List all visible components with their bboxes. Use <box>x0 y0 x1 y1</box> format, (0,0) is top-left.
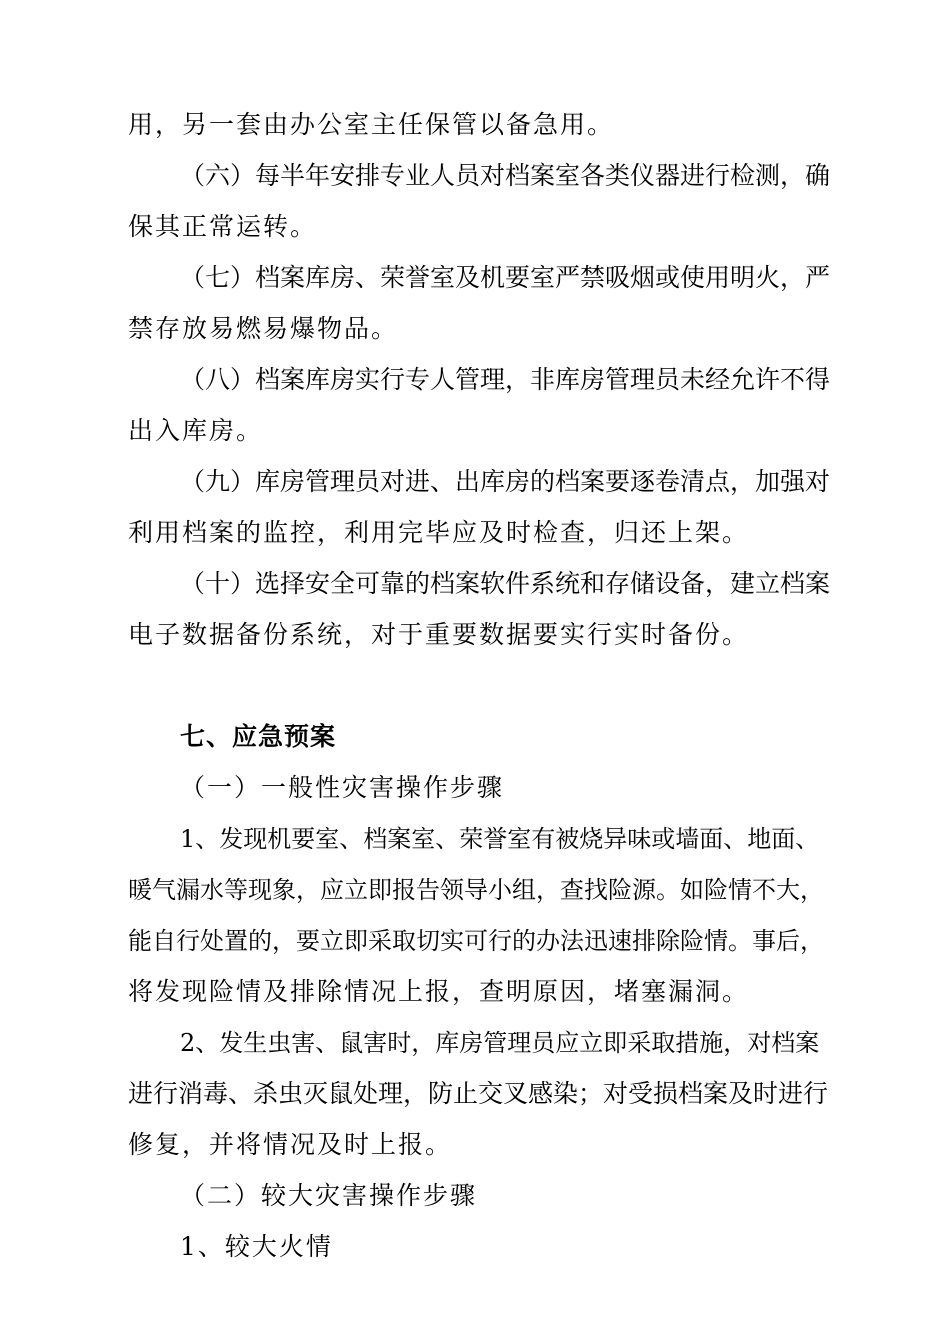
list-item: 1、较大火情 <box>180 1232 333 1261</box>
paragraph-line: 能自行处置的，要立即采取切实可行的办法迅速排除险情。事后， <box>128 927 824 955</box>
paragraph-line: 出入库房。 <box>128 416 264 445</box>
paragraph-line: （十）选择安全可靠的档案软件系统和存储设备，建立档案 <box>180 569 831 598</box>
paragraph-line: （九）库房管理员对进、出库房的档案要逐卷清点，加强对 <box>180 467 831 496</box>
subsection-heading: （一）一般性灾害操作步骤 <box>180 773 505 802</box>
paragraph-line: 修复，并将情况及时上报。 <box>128 1130 453 1159</box>
paragraph-line: 暖气漏水等现象，应立即报告领导小组，查找险源。如险情不大， <box>128 876 824 904</box>
paragraph-line: 禁存放易燃易爆物品。 <box>128 314 399 343</box>
section-heading: 七、应急预案 <box>180 722 337 751</box>
paragraph-line: 1、发现机要室、档案室、荣誉室有被烧异味或墙面、地面、 <box>180 825 820 853</box>
paragraph-line: （六）每半年安排专业人员对档案室各类仪器进行检测，确 <box>180 161 831 190</box>
paragraph-line: 进行消毒、杀虫灭鼠处理，防止交叉感染；对受损档案及时进行 <box>128 1079 829 1108</box>
paragraph-line: 用，另一套由办公室主任保管以备急用。 <box>128 110 615 139</box>
paragraph-line: 保其正常运转。 <box>128 212 318 241</box>
subsection-heading: （二）较大灾害操作步骤 <box>180 1181 478 1210</box>
paragraph-line: 将发现险情及排除情况上报，查明原因，堵塞漏洞。 <box>128 977 750 1006</box>
paragraph-line: （七）档案库房、荣誉室及机要室严禁吸烟或使用明火，严 <box>180 263 831 292</box>
paragraph-line: （八）档案库房实行专人管理，非库房管理员未经允许不得 <box>180 365 831 394</box>
paragraph-line: 电子数据备份系统，对于重要数据要实行实时备份。 <box>128 620 750 649</box>
paragraph-line: 利用档案的监控，利用完毕应及时检查，归还上架。 <box>128 518 750 547</box>
paragraph-line: 2、发生虫害、鼠害时，库房管理员应立即采取措施，对档案 <box>180 1029 820 1057</box>
